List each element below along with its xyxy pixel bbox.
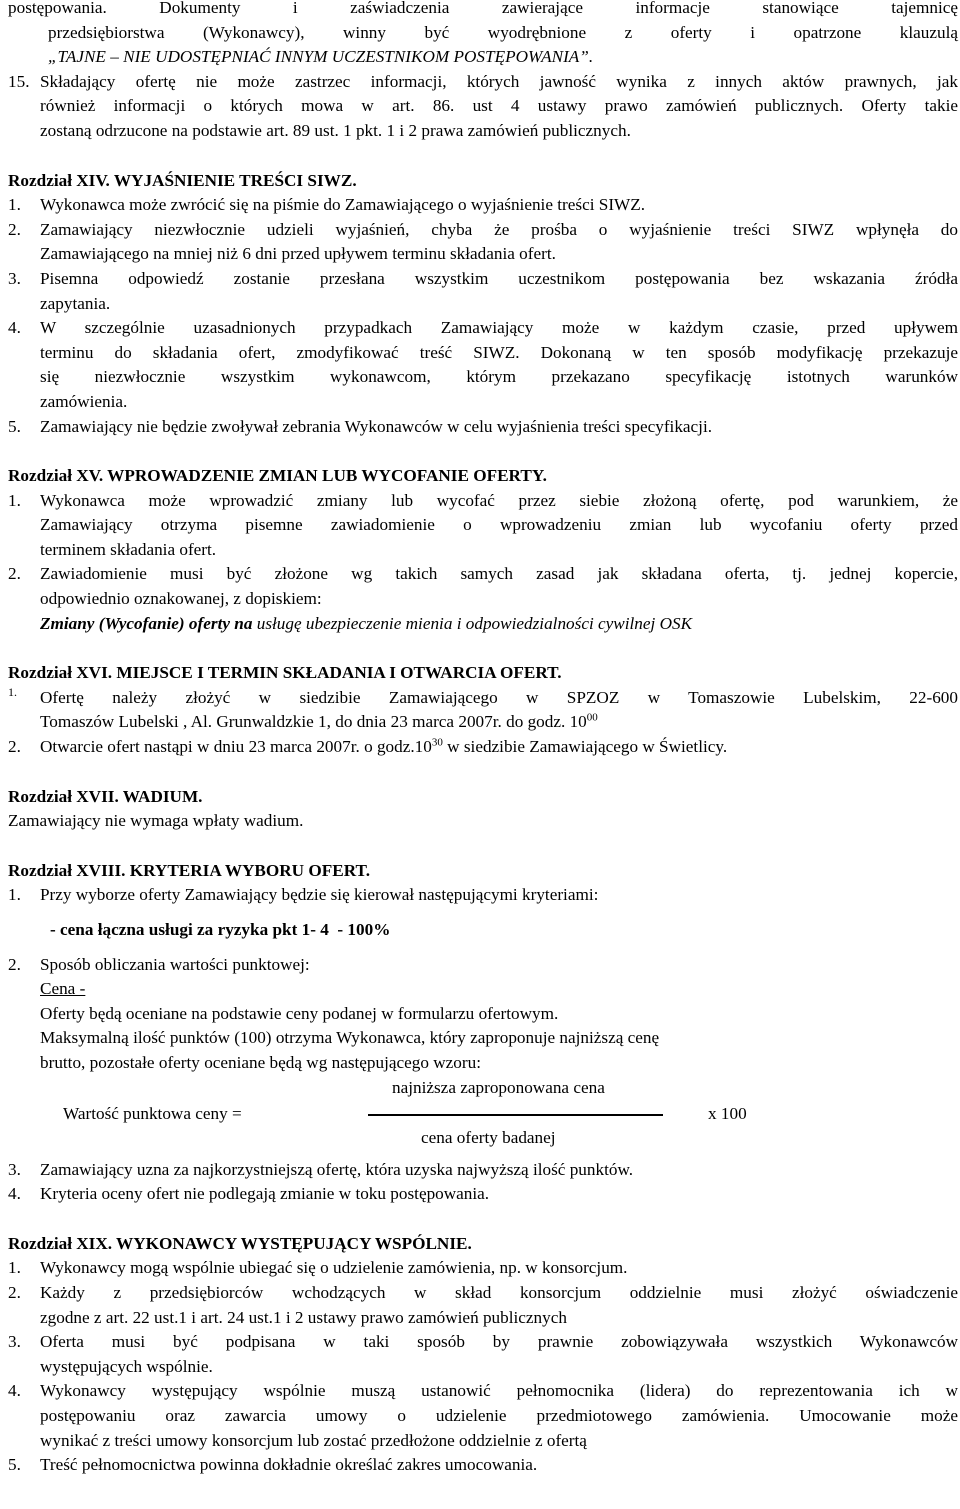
item-line <box>40 735 958 760</box>
list-item <box>8 1330 958 1379</box>
item-line: Kryteria oceny ofert nie podlegają zmianie w toku postępowania. <box>40 1184 490 1204</box>
item-line: W szczególnie uzasadnionych przypadkach Zamawiający może w każdym czasie, przed upływem <box>40 318 958 338</box>
item-line: Wykonawcy występujący wspólnie muszą ustanowić pełnomocnika (lidera) do reprezentowania ich w <box>40 1381 958 1401</box>
list-item <box>8 953 958 1076</box>
list-item <box>8 1182 958 1207</box>
item-line: Oferta musi być podpisana w taki sposób by prawnie zobowiązywała wszystkich Wykonawców <box>40 1332 958 1352</box>
intro-paragraph <box>8 0 958 70</box>
item-number: 15. <box>8 71 30 91</box>
list-item <box>8 1379 958 1453</box>
intro-line: przedsiębiorstwa (Wykonawcy), winny być wyodrębnione z oferty i opatrzone klauzulą <box>48 22 958 42</box>
item-line-text: Otwarcie ofert nastąpi w dniu 23 marca 2007r. o godz.10 <box>40 737 432 757</box>
hour-superscript: 00 <box>586 711 598 724</box>
item-number: 4. <box>8 1184 21 1204</box>
list-item <box>8 415 958 440</box>
formula-numerator: najniższa zaproponowana cena <box>392 1077 605 1097</box>
item-line: odpowiednio oznakowanej, z dopiskiem: <box>40 589 322 609</box>
item-line: terminu do składania ofert, zmodyfikować treść SIWZ. Dokonaną w ten sposób modyfikację przekazuje <box>40 342 958 362</box>
item-number: 2. <box>8 954 21 974</box>
intro-line: postępowania. Dokumenty i zaświadczenia zawierające informacje stanowiące tajemnicę <box>8 0 958 17</box>
item-line: Zamawiający uzna za najkorzystniejszą ofertę, która uzyska najwyższą ilość punktów. <box>40 1159 634 1179</box>
item-line: Wykonawca może zwrócić się na piśmie do Zamawiającego o wyjaśnienie treści SIWZ. <box>40 195 646 215</box>
item-line: Sposób obliczania wartości punktowej: <box>40 954 310 974</box>
item-line-text: w siedzibie Zamawiającego w Świetlicy. <box>442 737 728 757</box>
section-heading-xv: Rozdział XV. WPROWADZENIE ZMIAN LUB WYCOFANIE OFERTY. <box>8 466 547 486</box>
item-line: zgodne z art. 22 ust.1 i art. 24 ust.1 i 2 ustawy prawo zamówień publicznych <box>40 1307 567 1327</box>
item-number: 2. <box>8 737 21 757</box>
item-number: 3. <box>8 1332 21 1352</box>
item-line: terminem składania ofert. <box>40 539 217 559</box>
item-line: się niezwłocznie wszystkim wykonawcom, którym przekazano specyfikację istotnych warunków <box>40 367 958 387</box>
item-line: Zamawiającego na mniej niż 6 dni przed upływem terminu składania ofert. <box>40 244 556 264</box>
item-line: brutto, pozostałe oferty oceniane będą wg następującego wzoru: <box>40 1052 481 1072</box>
list-item <box>8 193 958 218</box>
item-line: Treść pełnomocnictwa powinna dokładnie określać zakres umocowania. <box>40 1455 538 1475</box>
item-line: Przy wyborze oferty Zamawiający będzie się kierował następującymi kryteriami: <box>40 885 599 905</box>
score-formula <box>8 1076 958 1150</box>
item-line: Zamawiający niezwłocznie udzieli wyjaśnień, chyba że prośba o wyjaśnienie treści SIWZ wpłynęła do <box>40 219 958 239</box>
list-item <box>8 562 958 636</box>
item-number: 1. <box>8 490 21 510</box>
paragraph-line: również informacji o których mowa w art. 86. ust 4 ustawy prawo zamówień publicznych. Oferty takie <box>40 96 958 116</box>
item-number: 1. <box>8 684 17 699</box>
section-heading-xviii: Rozdział XVIII. KRYTERIA WYBORU OFERT. <box>8 860 370 880</box>
formula-multiplier: x 100 <box>708 1103 747 1123</box>
document-page <box>8 0 958 1478</box>
list-item <box>8 1158 958 1183</box>
item-number: 2. <box>8 564 21 584</box>
item-number: 3. <box>8 1159 21 1179</box>
paragraph-15 <box>8 70 958 144</box>
list-item <box>8 735 958 760</box>
item-number: 2. <box>8 1282 21 1302</box>
item-line: Pisemna odpowiedź zostanie przesłana wszystkim uczestnikom postępowania bez wskazania źródła <box>40 268 958 288</box>
item-line: występujących wspólnie. <box>40 1356 213 1376</box>
item-line: zapytania. <box>40 293 111 313</box>
item-line: Oferty będą oceniane na podstawie ceny podanej w formularzu ofertowym. <box>40 1003 559 1023</box>
item-number: 1. <box>8 885 21 905</box>
formula-denominator: cena oferty badanej <box>421 1127 556 1147</box>
list-item <box>8 686 958 735</box>
item-line-text: Tomaszów Lubelski , Al. Grunwaldzkie 1, do dnia 23 marca 2007r. do godz. 10 <box>40 712 587 732</box>
list-item <box>8 1256 958 1281</box>
item-number: 1. <box>8 195 21 215</box>
paragraph-line: zostaną odrzucone na podstawie art. 89 ust. 1 pkt. 1 i 2 prawa zamówień publicznych. <box>40 120 631 140</box>
section-heading-xvi: Rozdział XVI. MIEJSCE I TERMIN SKŁADANIA I OTWARCIA OFERT. <box>8 663 562 683</box>
item-line: Zamawiający nie będzie zwoływał zebrania Wykonawców w celu wyjaśnienia treści specyfikacji. <box>40 416 713 436</box>
item-line: zamówienia. <box>40 391 128 411</box>
criteria-bullet: - cena łączna usługi za ryzyka pkt 1- 4 - 100% <box>50 920 391 939</box>
item-number: 4. <box>8 318 21 338</box>
intro-line: „TAJNE – NIE UDOSTĘPNIAĆ INNYM UCZESTNIKOM POSTĘPOWANIA”. <box>48 47 594 67</box>
item-line: postępowaniu oraz zawarcia umowy o udzielenie przedmiotowego zamówienia. Umocowanie może <box>40 1405 958 1425</box>
item-line: Wykonawcy mogą wspólnie ubiegać się o udzielenie zamówienia, np. w konsorcjum. <box>40 1258 628 1278</box>
envelope-note <box>40 612 958 637</box>
item-number: 1. <box>8 1258 21 1278</box>
paragraph-line: Składający ofertę nie może zastrzec informacji, których jawność wynika z innych aktów prawnych, jak <box>40 71 958 91</box>
list-item <box>8 316 958 414</box>
section-heading-xvii: Rozdział XVII. WADIUM. <box>8 786 203 806</box>
item-line: Ofertę należy złożyć w siedzibie Zamawiającego w SPZOZ w Tomaszowie Lubelskim, 22-600 <box>40 687 958 707</box>
item-line: wynikać z treści umowy konsorcjum lub zostać przedłożone oddzielnie z ofertą <box>40 1430 587 1450</box>
item-number: 3. <box>8 268 21 288</box>
item-line: Każdy z przedsiębiorców wchodzących w skład konsorcjum oddzielnie musi złożyć oświadczenie <box>40 1282 958 1302</box>
cena-label-text: Cena - <box>40 979 86 999</box>
item-line: Zawiadomienie musi być złożone wg takich samych zasad jak składana oferta, tj. jednej kopercie, <box>40 564 958 584</box>
item-line: Zamawiający otrzyma pisemne zawiadomienie o wprowadzeniu zmian lub wycofaniu oferty przed <box>40 515 958 535</box>
item-line <box>40 710 958 735</box>
item-line: Maksymalną ilość punktów (100) otrzyma Wykonawca, który zaproponuje najniższą cenę <box>40 1028 660 1048</box>
list-item <box>8 267 958 316</box>
hour-superscript: 30 <box>431 736 443 749</box>
section-heading-xix: Rozdział XIX. WYKONAWCY WYSTĘPUJĄCY WSPÓLNIE. <box>8 1233 472 1253</box>
item-number: 5. <box>8 416 21 436</box>
fraction-bar <box>368 1114 663 1116</box>
formula-left: Wartość punktowa ceny = <box>63 1103 242 1123</box>
section-xix-list <box>8 1256 958 1477</box>
item-number: 5. <box>8 1455 21 1475</box>
cena-label <box>40 977 958 1002</box>
section-xiv-list <box>8 193 958 439</box>
envelope-note-rest: usługę ubezpieczenie mienia i odpowiedzialności cywilnej OSK <box>252 613 693 633</box>
item-number: 2. <box>8 219 21 239</box>
list-item <box>8 218 958 267</box>
list-item <box>8 883 958 908</box>
item-number: 4. <box>8 1381 21 1401</box>
section-heading-xiv: Rozdział XIV. WYJAŚNIENIE TREŚCI SIWZ. <box>8 170 357 190</box>
list-item <box>8 489 958 563</box>
envelope-note-bold: Zmiany (Wycofanie) oferty na <box>40 613 253 633</box>
item-line: Wykonawca może wprowadzić zmiany lub wycofać przez siebie złożoną ofertę, pod warunkiem, że <box>40 490 958 510</box>
section-text: Zamawiający nie wymaga wpłaty wadium. <box>8 811 304 831</box>
list-item <box>8 1281 958 1330</box>
list-item <box>8 1453 958 1478</box>
